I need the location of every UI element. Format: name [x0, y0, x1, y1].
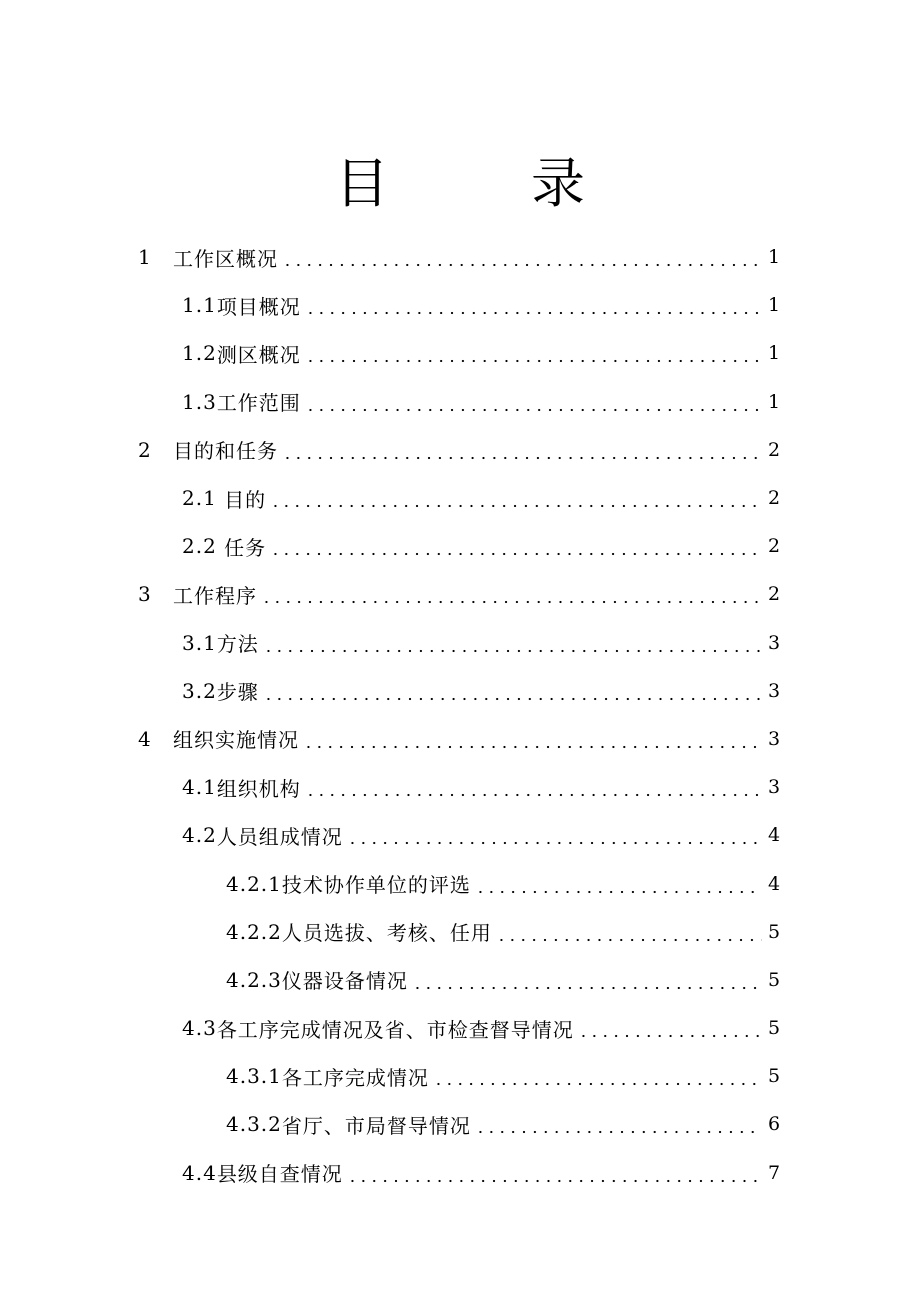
toc-entry-4-3[interactable] [0, 1004, 920, 1052]
toc-entry-title: 各工序完成情况及省、市检查督导情况 [216, 1017, 574, 1042]
dot-leader [305, 295, 762, 315]
toc-entry-number: 2.2 [182, 534, 217, 559]
toc-entry-number: 4.3.1 [226, 1064, 282, 1089]
toc-entry-page: 1 [768, 246, 782, 269]
dot-leader [270, 536, 762, 556]
toc-entry-2-2[interactable] [0, 522, 920, 570]
toc-entry-title: 步骤 [216, 680, 259, 705]
toc-entry-number: 4.1 [182, 775, 217, 800]
toc-entry-4-2-1[interactable] [0, 859, 920, 907]
toc-entry-number: 3.1 [182, 630, 217, 655]
dot-leader [282, 440, 762, 460]
toc-entry-1[interactable] [0, 233, 920, 281]
toc-entry-number: 1.3 [182, 389, 217, 414]
toc-entry-title: 人员选拔、考核、任用 [281, 921, 492, 946]
toc-entry-title: 人员组成情况 [216, 824, 343, 849]
dot-leader [496, 922, 762, 942]
dot-leader [347, 1163, 762, 1183]
toc-entry-number: 3.2 [182, 678, 217, 703]
toc-entry-number: 4.2 [182, 823, 217, 848]
dot-leader [347, 825, 762, 845]
toc-list [0, 233, 920, 1197]
toc-entry-title: 组织机构 [216, 776, 301, 801]
toc-entry-title: 省厅、市局督导情况 [281, 1113, 471, 1138]
dot-leader [263, 633, 762, 653]
toc-entry-page: 1 [768, 294, 782, 317]
toc-entry-title: 仪器设备情况 [281, 969, 408, 994]
toc-entry-title: 县级自查情况 [216, 1162, 343, 1187]
toc-entry-page: 5 [768, 968, 782, 991]
toc-entry-title: 任务 [216, 535, 267, 560]
toc-entry-page: 7 [768, 1161, 782, 1184]
dot-leader [475, 1114, 762, 1134]
toc-entry-title: 工作区概况 [173, 246, 278, 271]
toc-entry-page: 1 [768, 390, 782, 413]
toc-entry-number: 4.3 [182, 1016, 217, 1041]
toc-entry-3[interactable] [0, 570, 920, 618]
toc-entry-page: 3 [768, 679, 782, 702]
toc-entry-page: 4 [768, 824, 782, 847]
toc-entry-page: 2 [768, 535, 782, 558]
toc-entry-4-3-1[interactable] [0, 1052, 920, 1100]
dot-leader [282, 247, 762, 267]
toc-entry-2[interactable] [0, 426, 920, 474]
toc-entry-number: 2 [138, 437, 152, 462]
toc-entry-title: 测区概况 [216, 342, 301, 367]
toc-entry-number: 4.2.3 [226, 967, 282, 992]
toc-entry-page: 1 [768, 342, 782, 365]
toc-entry-page: 5 [768, 1065, 782, 1088]
toc-entry-4-2-2[interactable] [0, 908, 920, 956]
toc-entry-number: 1.2 [182, 341, 217, 366]
toc-entry-4-3-2[interactable] [0, 1100, 920, 1148]
toc-title: 目 录 [335, 152, 629, 216]
toc-entry-title: 项目概况 [216, 294, 301, 319]
dot-leader [412, 970, 762, 990]
toc-entry-title: 工作范围 [216, 391, 301, 416]
toc-entry-4-2-3[interactable] [0, 956, 920, 1004]
toc-entry-page: 4 [768, 872, 782, 895]
toc-entry-number: 4.2.1 [226, 871, 282, 896]
dot-leader [475, 874, 762, 894]
toc-entry-4-4[interactable] [0, 1149, 920, 1197]
toc-entry-number: 4.4 [182, 1160, 217, 1185]
toc-entry-title: 技术协作单位的评选 [281, 873, 471, 898]
toc-entry-number: 1.1 [182, 293, 217, 318]
toc-entry-title: 组织实施情况 [173, 728, 299, 753]
toc-entry-title: 目的 [216, 487, 267, 512]
toc-entry-page: 2 [768, 487, 782, 510]
toc-entry-1-2[interactable] [0, 329, 920, 377]
toc-entry-page: 6 [768, 1113, 782, 1136]
dot-leader [433, 1066, 762, 1086]
dot-leader [261, 584, 762, 604]
toc-entry-3-2[interactable] [0, 667, 920, 715]
toc-entry-title: 方法 [216, 632, 259, 657]
toc-entry-4[interactable] [0, 715, 920, 763]
toc-entry-4-1[interactable] [0, 763, 920, 811]
toc-entry-page: 3 [768, 776, 782, 799]
toc-entry-page: 2 [768, 583, 782, 606]
toc-entry-page: 5 [768, 920, 782, 943]
dot-leader [305, 392, 762, 412]
toc-entry-3-1[interactable] [0, 619, 920, 667]
toc-entry-title: 目的和任务 [173, 439, 278, 464]
toc-entry-title: 各工序完成情况 [281, 1065, 429, 1090]
toc-entry-number: 4.2.2 [226, 919, 282, 944]
dot-leader [270, 488, 762, 508]
dot-leader [305, 777, 762, 797]
dot-leader [305, 343, 762, 363]
toc-entry-title: 工作程序 [173, 583, 257, 608]
dot-leader [578, 1018, 762, 1038]
toc-entry-number: 4.3.2 [226, 1112, 282, 1137]
toc-entry-page: 3 [768, 727, 782, 750]
toc-entry-4-2[interactable] [0, 811, 920, 859]
toc-entry-1-3[interactable] [0, 378, 920, 426]
dot-leader [263, 681, 762, 701]
toc-entry-page: 2 [768, 438, 782, 461]
toc-entry-number: 3 [138, 582, 152, 607]
toc-entry-number: 2.1 [182, 486, 217, 511]
toc-entry-page: 3 [768, 631, 782, 654]
toc-entry-number: 1 [138, 245, 152, 270]
dot-leader [303, 729, 762, 749]
toc-entry-2-1[interactable] [0, 474, 920, 522]
toc-entry-1-1[interactable] [0, 281, 920, 329]
toc-entry-page: 5 [768, 1017, 782, 1040]
toc-entry-number: 4 [138, 726, 152, 751]
